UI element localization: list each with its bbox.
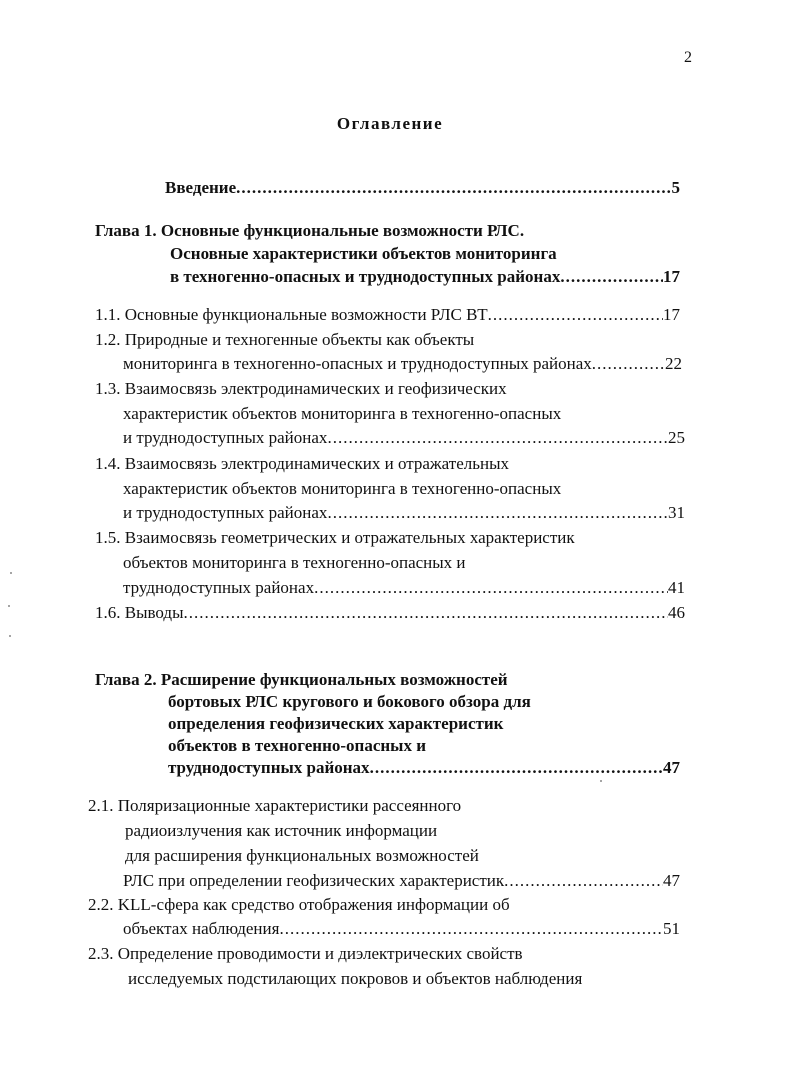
chapter1-title-line3 — [170, 267, 680, 287]
page-number: 2 — [684, 49, 692, 66]
dot-leader — [592, 354, 665, 374]
toc-entry-1-3-line2: характеристик объектов мониторинга в техногенно-опасных — [123, 404, 562, 423]
toc-entry-label: и труднодоступных районах — [123, 503, 328, 522]
chapter1-title-line2: Основные характеристики объектов мониторинга — [170, 244, 557, 263]
scan-speck — [10, 572, 12, 574]
toc-entry-label: Введение — [165, 178, 237, 197]
toc-entry-1-2-line1: 1.2. Природные и техногенные объекты как объекты — [95, 330, 475, 349]
scan-speck — [9, 635, 11, 637]
toc-entry-label: труднодоступных районах — [168, 758, 370, 777]
toc-entry-1-3-line1: 1.3. Взаимосвязь электродинамических и геофизических — [95, 379, 507, 398]
toc-entry-1-5-line2: объектов мониторинга в техногенно-опасных и — [123, 553, 466, 572]
toc-entry-label: объектах наблюдения — [123, 919, 280, 938]
toc-entry-2-1-line2: радиоизлучения как источник информации — [125, 821, 438, 840]
dot-leader — [236, 178, 671, 198]
toc-page-ref: 22 — [665, 354, 682, 373]
chapter2-title-line4: объектов в техногенно-опасных и — [168, 736, 426, 755]
toc-entry-1-4-line2: характеристик объектов мониторинга в техногенно-опасных — [123, 479, 562, 498]
toc-entry-1-4-line1: 1.4. Взаимосвязь электродинамических и отражательных — [95, 454, 510, 473]
toc-entry-1-3-line3 — [123, 428, 685, 448]
scan-speck — [600, 780, 602, 782]
toc-page-ref: 5 — [671, 178, 680, 197]
chapter2-title-line2: бортовых РЛС кругового и бокового обзора для — [168, 692, 531, 711]
toc-entry-2-1-line4 — [123, 871, 680, 891]
toc-entry-label: труднодоступных районах — [123, 578, 315, 597]
dot-leader — [184, 603, 668, 623]
chapter2-title-line1: Глава 2. Расширение функциональных возможностей — [95, 670, 508, 689]
dot-leader — [370, 758, 663, 778]
toc-entry-1-4-line3 — [123, 503, 685, 523]
dot-leader — [279, 919, 663, 939]
toc-entry-label: РЛС при определении геофизических характеристик — [123, 871, 505, 890]
toc-page-ref: 46 — [668, 603, 685, 622]
toc-page-ref: 25 — [668, 428, 685, 447]
toc-entry-label: мониторинга в техногенно-опасных и труднодоступных районах — [123, 354, 592, 373]
toc-page-ref: 17 — [663, 305, 680, 324]
toc-entry-1-1 — [95, 305, 680, 325]
dot-leader — [327, 428, 668, 448]
toc-entry-label: 1.6. Выводы — [95, 603, 184, 622]
toc-heading: Оглавление — [336, 114, 444, 133]
toc-page-ref: 31 — [668, 503, 685, 522]
toc-entry-1-6 — [95, 603, 685, 623]
toc-entry-2-3-line2: исследуемых подстилающих покровов и объектов наблюдения — [128, 969, 583, 988]
toc-page-ref: 47 — [663, 871, 680, 890]
toc-entry-label: и труднодоступных районах — [123, 428, 328, 447]
toc-page-ref: 41 — [668, 578, 685, 597]
dot-leader — [488, 305, 663, 325]
dot-leader — [327, 503, 668, 523]
chapter2-title-line3: определения геофизических характеристик — [168, 714, 504, 733]
toc-page-ref: 47 — [663, 758, 680, 777]
toc-entry-2-1-line3: для расширения функциональных возможностей — [125, 846, 479, 865]
toc-entry-label: в техногенно-опасных и труднодоступных районах — [170, 267, 561, 286]
toc-entry-intro — [165, 178, 680, 198]
chapter1-title-line1: Глава 1. Основные функциональные возможности РЛС. — [95, 221, 525, 240]
toc-entry-2-2-line1: 2.2. KLL-сфера как средство отображения информации об — [88, 895, 510, 914]
toc-entry-1-2-line2 — [123, 354, 682, 374]
toc-entry-2-3-line1: 2.3. Определение проводимости и диэлектрических свойств — [88, 944, 523, 963]
toc-entry-label: 1.1. Основные функциональные возможности РЛС ВТ — [95, 305, 488, 324]
scan-speck — [8, 605, 10, 607]
chapter2-title-line5 — [168, 758, 680, 778]
dot-leader — [560, 267, 663, 287]
toc-entry-1-5-line1: 1.5. Взаимосвязь геометрических и отражательных характеристик — [95, 528, 575, 547]
dot-leader — [314, 578, 668, 598]
dot-leader — [504, 871, 663, 891]
toc-entry-2-1-line1: 2.1. Поляризационные характеристики рассеянного — [88, 796, 462, 815]
toc-page-ref: 17 — [663, 267, 680, 286]
toc-page-ref: 51 — [663, 919, 680, 938]
toc-entry-2-2-line2 — [123, 919, 680, 939]
toc-entry-1-5-line3 — [123, 578, 685, 598]
